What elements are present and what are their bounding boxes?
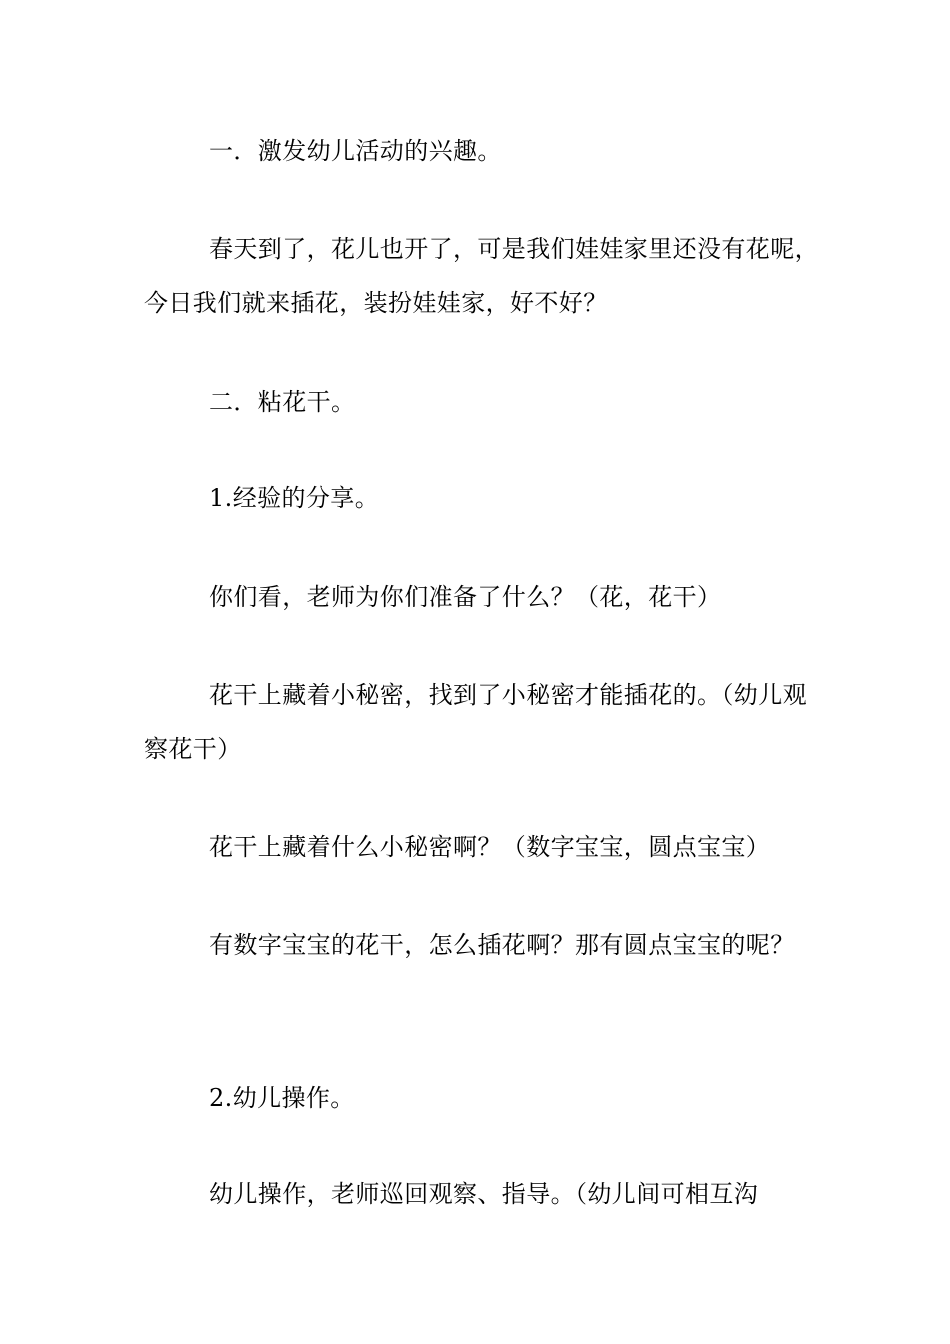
paragraph-secret-question: 花干上藏着什么小秘密啊？（数字宝宝，圆点宝宝） (209, 833, 771, 861)
subheading-experience-sharing: 1.经验的分享。 (209, 484, 380, 512)
paragraph-secret: 花干上藏着小秘密，找到了小秘密才能插花的。（幼儿观察花干） (144, 681, 807, 763)
heading-one: 一．激发幼儿活动的兴趣。 (209, 137, 502, 165)
paragraph-operation-guidance: 幼儿操作，老师巡回观察、指导。（幼儿间可相互沟 (209, 1180, 759, 1208)
paragraph-how-to-insert: 有数字宝宝的花干，怎么插花啊？那有圆点宝宝的呢？ (209, 931, 795, 959)
subheading-child-operation: 2.幼儿操作。 (209, 1084, 355, 1112)
paragraph-spring-intro: 春天到了，花儿也开了，可是我们娃娃家里还没有花呢，今日我们就来插花，装扮娃娃家，好不好？ (144, 235, 819, 317)
paragraph-teacher-question: 你们看，老师为你们准备了什么？（花，花干） (209, 583, 722, 611)
heading-two: 二．粘花干。 (209, 388, 356, 416)
